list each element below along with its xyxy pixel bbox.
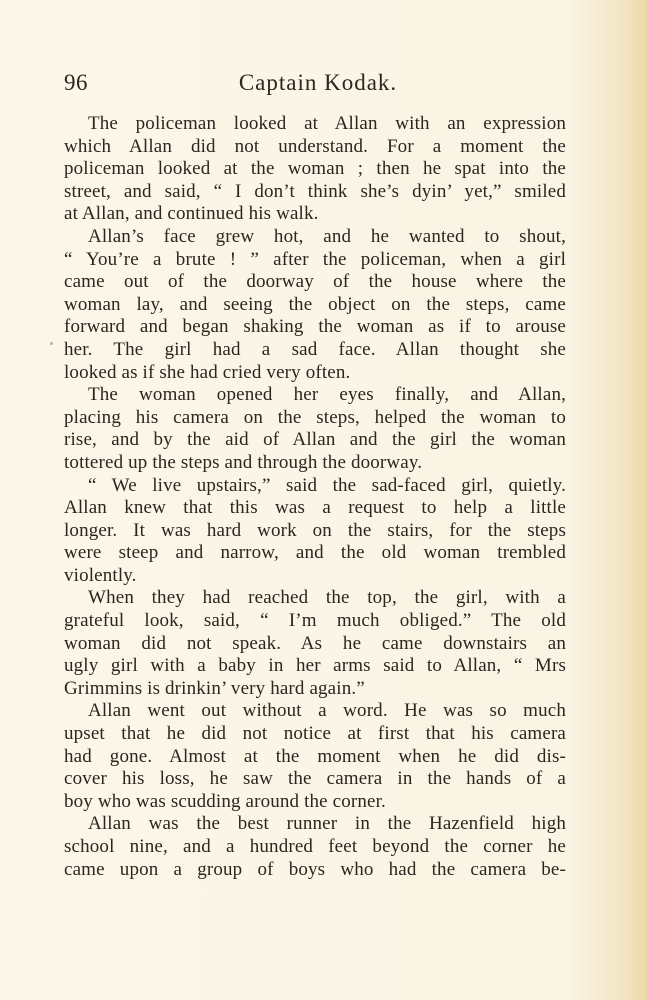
page-number: 96 bbox=[64, 70, 88, 95]
text-line: Allan knew that this was a request to help a little bbox=[64, 497, 566, 519]
text-line: were steep and narrow, and the old woman trembled bbox=[64, 542, 566, 564]
running-title: Captain Kodak. bbox=[238, 70, 398, 95]
page-header bbox=[64, 70, 572, 102]
text-line: tottered up the steps and through the doorway. bbox=[64, 451, 423, 473]
text-line: woman lay, and seeing the object on the steps, came bbox=[64, 293, 566, 315]
text-line: Allan was the best runner in the Hazenfield high bbox=[88, 813, 566, 835]
text-line: grateful look, said, “ I’m much obliged.” The old bbox=[64, 610, 566, 632]
text-line: upset that he did not notice at first that his camera bbox=[64, 723, 566, 745]
text-line: Grimmins is drinkin’ very hard again.” bbox=[64, 677, 365, 699]
text-line: policeman looked at the woman ; then he spat into the bbox=[64, 158, 566, 180]
text-line: her. The girl had a sad face. Allan thought she bbox=[64, 338, 566, 360]
text-line: woman did not speak. As he came downstairs an bbox=[64, 632, 566, 654]
text-line: came upon a group of boys who had the camera be- bbox=[64, 858, 566, 880]
text-line: The policeman looked at Allan with an expression bbox=[88, 113, 566, 134]
text-line: violently. bbox=[64, 564, 137, 586]
text-line: had gone. Almost at the moment when he did dis- bbox=[64, 745, 566, 767]
text-line: school nine, and a hundred feet beyond the corner he bbox=[64, 836, 566, 857]
text-line: rise, and by the aid of Allan and the girl the woman bbox=[64, 429, 566, 451]
text-line: Allan went out without a word. He was so much bbox=[88, 700, 566, 722]
text-line: The woman opened her eyes finally, and Allan, bbox=[88, 384, 566, 406]
text-line: ugly girl with a baby in her arms said to Allan, “ Mrs bbox=[64, 655, 566, 677]
body-text bbox=[64, 113, 566, 881]
text-line: street, and said, “ I don’t think she’s dyin’ yet,” smiled bbox=[64, 180, 566, 202]
text-line: forward and began shaking the woman as if to arouse bbox=[64, 316, 566, 338]
paper-speck bbox=[50, 342, 53, 345]
text-line: Allan’s face grew hot, and he wanted to shout, bbox=[88, 225, 566, 247]
text-line: looked as if she had cried very often. bbox=[64, 361, 351, 383]
text-line: at Allan, and continued his walk. bbox=[64, 203, 319, 225]
text-line: which Allan did not understand. For a moment the bbox=[64, 135, 566, 157]
text-line: “ You’re a brute ! ” after the policeman, when a girl bbox=[64, 248, 566, 270]
text-line: When they had reached the top, the girl, with a bbox=[88, 587, 566, 609]
text-line: came out of the doorway of the house where the bbox=[64, 271, 566, 293]
text-line: cover his loss, he saw the camera in the hands of a bbox=[64, 768, 566, 790]
text-line: “ We live upstairs,” said the sad-faced girl, quietly. bbox=[88, 474, 566, 496]
text-line: boy who was scudding around the corner. bbox=[64, 790, 386, 812]
text-line: placing his camera on the steps, helped the woman to bbox=[64, 406, 566, 428]
text-line: longer. It was hard work on the stairs, for the steps bbox=[64, 519, 566, 541]
